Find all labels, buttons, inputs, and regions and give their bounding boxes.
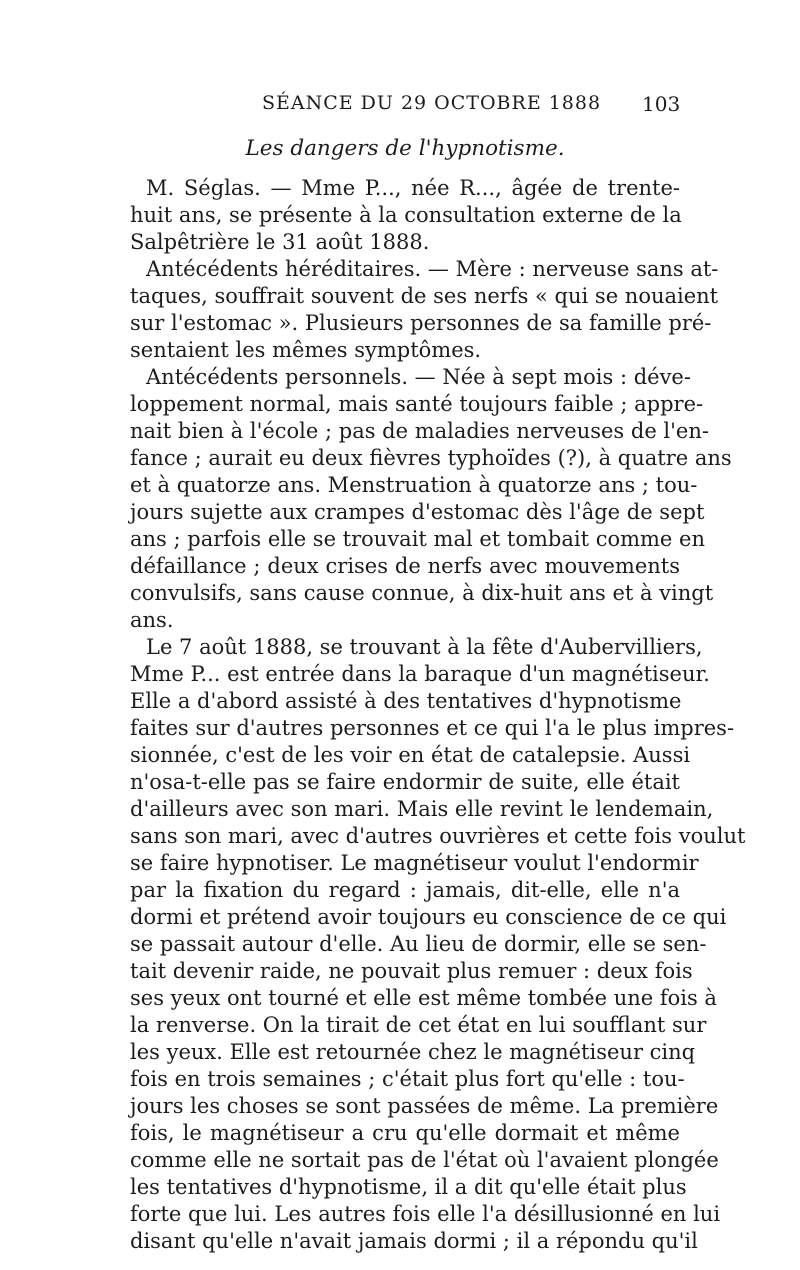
text-line: jours sujette aux crampes d'estomac dès l'âge de sept — [130, 500, 705, 524]
text-line: défaillance ; deux crises de nerfs avec mouvements — [130, 554, 680, 578]
text-line: ans. — [130, 608, 174, 632]
text-line: sur l'estomac ». Plusieurs personnes de sa famille pré- — [130, 311, 712, 335]
text-line: n'osa-t-elle pas se faire endormir de suite, elle était — [130, 770, 680, 794]
text-line: et à quatorze ans. Menstruation à quatorze ans ; tou- — [130, 473, 698, 497]
text-line: les yeux. Elle est retournée chez le magnétiseur cinq — [130, 1040, 696, 1064]
section-title: Les dangers de l'hypnotisme. — [245, 136, 565, 161]
text-line: taques, souffrait souvent de ses nerfs « qui se nouaient — [130, 284, 719, 308]
text-line: convulsifs, sans cause connue, à dix-huit ans et à vingt — [130, 581, 714, 605]
text-line: Le 7 août 1888, se trouvant à la fête d'Aubervilliers, — [146, 635, 703, 659]
text-line: sentaient les mêmes symptômes. — [130, 338, 482, 362]
text-line: nait bien à l'école ; pas de maladies nerveuses de l'en- — [130, 419, 709, 443]
text-line: sionnée, c'est de les voir en état de catalepsie. Aussi — [130, 743, 691, 767]
text-line: forte que lui. Les autres fois elle l'a désillusionné en lui — [130, 1202, 721, 1226]
text-line: fance ; aurait eu deux fièvres typhoïdes (?), à quatre ans — [130, 446, 732, 470]
text-line: ans ; parfois elle se trouvait mal et tombait comme en — [130, 527, 705, 551]
text-line: Antécédents héréditaires. — Mère : nerveuse sans at- — [146, 257, 719, 281]
text-line: sans son mari, avec d'autres ouvrières et cette fois voulut — [130, 824, 746, 848]
text-line: M. Séglas. — Mme P..., née R..., âgée de trente- — [146, 176, 680, 200]
text-line: les tentatives d'hypnotisme, il a dit qu'elle était plus — [130, 1175, 687, 1199]
text-line: comme elle ne sortait pas de l'état où l'avaient plongée — [130, 1148, 719, 1172]
text-line: Salpêtrière le 31 août 1888. — [130, 230, 430, 254]
text-line: par la fixation du regard : jamais, dit-elle, elle n'a — [130, 878, 680, 902]
text-line: la renverse. On la tirait de cet état en lui soufflant sur — [130, 1013, 707, 1037]
page-number: 103 — [642, 92, 681, 116]
text-line: d'ailleurs avec son mari. Mais elle revint le lendemain, — [130, 797, 714, 821]
text-line: Mme P... est entrée dans la baraque d'un magnétiseur. — [130, 662, 710, 686]
running-head: SÉANCE DU 29 OCTOBRE 1888 — [262, 92, 602, 114]
text-line: dormi et prétend avoir toujours eu conscience de ce qui — [130, 905, 727, 929]
text-line: fois en trois semaines ; c'était plus fort qu'elle : tou- — [130, 1067, 685, 1091]
text-line: ses yeux ont tourné et elle est même tombée une fois à — [130, 986, 717, 1010]
text-line: loppement normal, mais santé toujours faible ; appre- — [130, 392, 704, 416]
text-line: faites sur d'autres personnes et ce qui l'a le plus impres- — [130, 716, 735, 740]
text-line: se passait autour d'elle. Au lieu de dormir, elle se sen- — [130, 932, 707, 956]
text-line: jours les choses se sont passées de même. La première — [130, 1094, 719, 1118]
body-text — [130, 175, 746, 1255]
text-line: fois, le magnétiseur a cru qu'elle dormait et même — [130, 1121, 680, 1145]
text-line: Elle a d'abord assisté à des tentatives d'hypnotisme — [130, 689, 682, 713]
text-line: se faire hypnotiser. Le magnétiseur voulut l'endormir — [130, 851, 699, 875]
text-line: huit ans, se présente à la consultation externe de la — [130, 203, 682, 227]
text-line: disant qu'elle n'avait jamais dormi ; il a répondu qu'il — [130, 1229, 698, 1253]
text-line: Antécédents personnels. — Née à sept mois : déve- — [146, 365, 691, 389]
text-line: tait devenir raide, ne pouvait plus remuer : deux fois — [130, 959, 693, 983]
